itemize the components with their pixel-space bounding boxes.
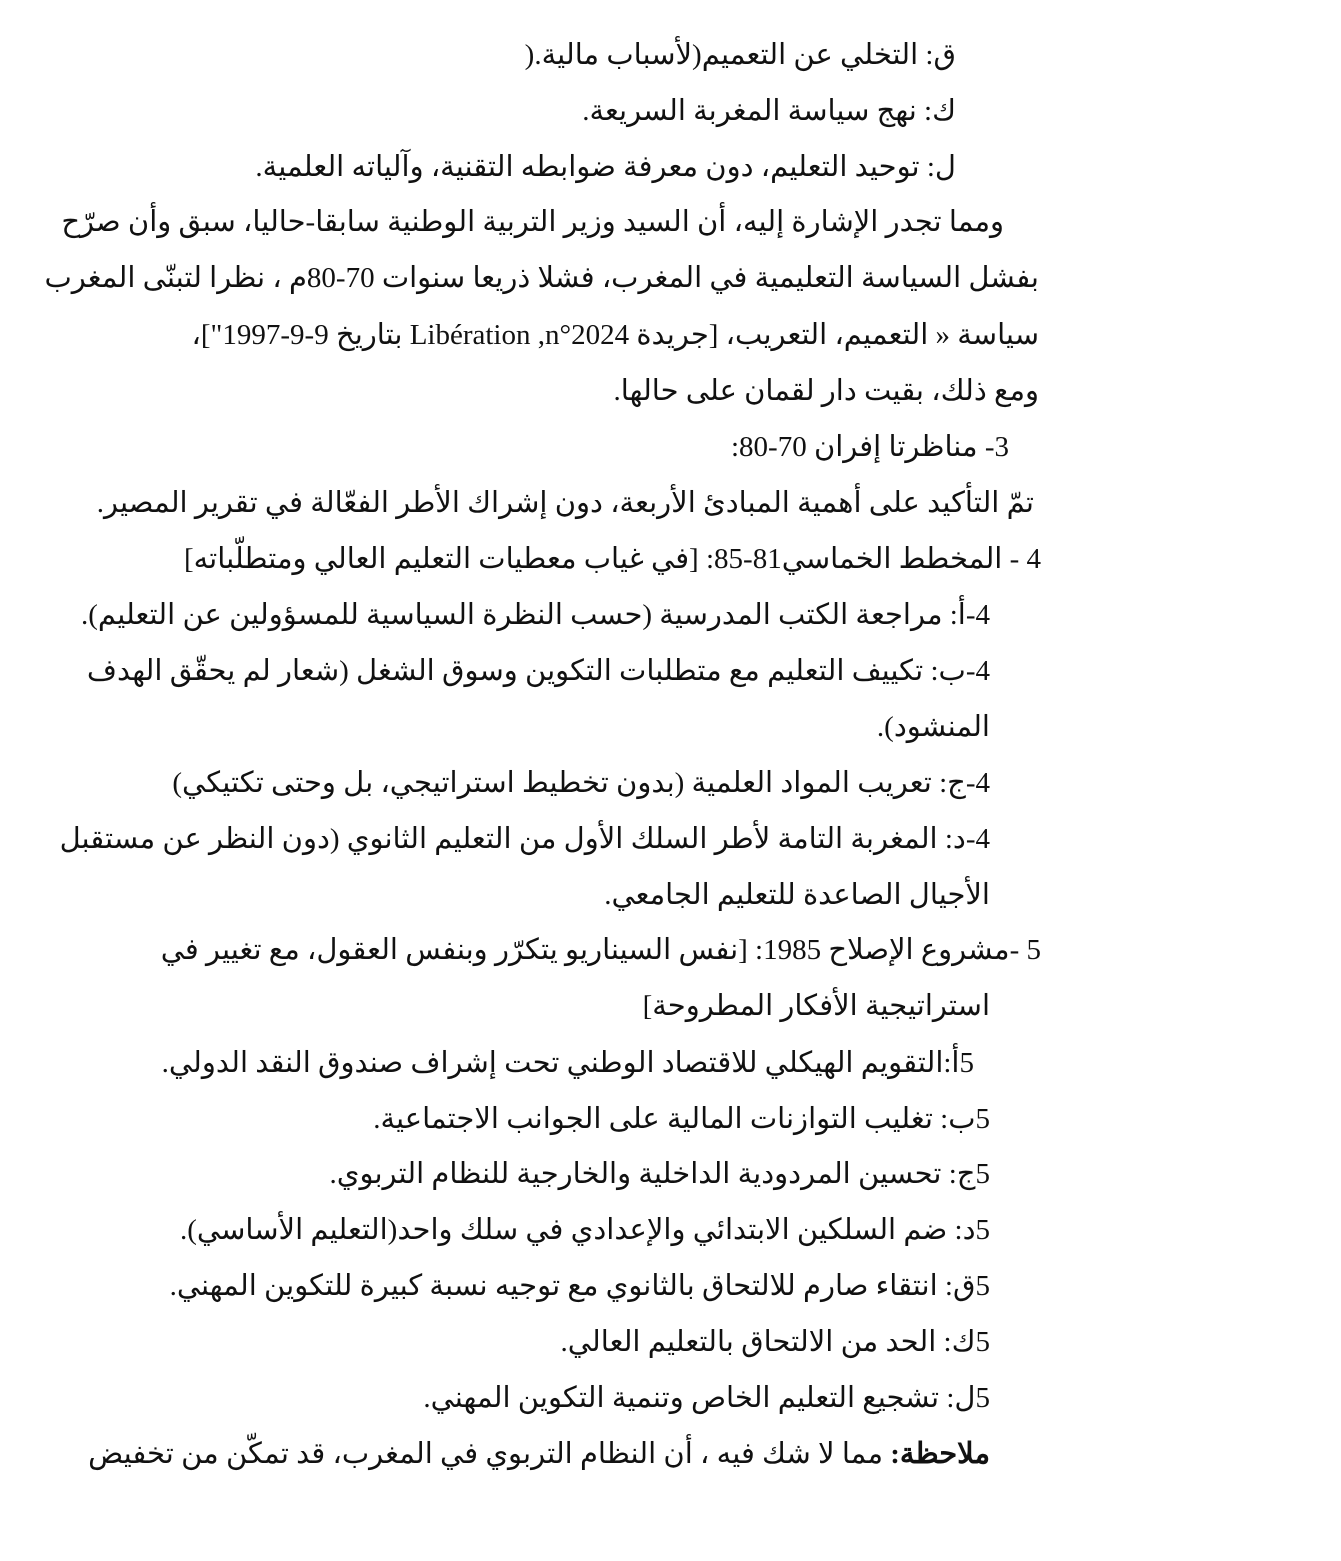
- list-item-4b: 4-ب: تكييف التعليم مع متطلبات التكوين وسوق الشغل (شعار لم يحقّق الهدف: [86, 655, 990, 687]
- section-heading-5: 5 -مشروع الإصلاح 1985: [نفس السيناريو يتكرّر وبنفس العقول، مع تغيير في: [160, 934, 1041, 966]
- list-item-5c: 5ج: تحسين المردودية الداخلية والخارجية للنظام التربوي.: [329, 1158, 990, 1190]
- list-item-4a: 4-أ: مراجعة الكتب المدرسية (حسب النظرة السياسية للمسؤولين عن التعليم).: [81, 599, 990, 631]
- paragraph-line: تمّ التأكيد على أهمية المبادئ الأربعة، دون إشراك الأطر الفعّالة في تقرير المصير.: [96, 487, 1034, 519]
- list-item-lam: ل: توحيد التعليم، دون معرفة ضوابطه التقنية، وآلياته العلمية.: [255, 151, 956, 183]
- list-item-5a: 5أ:التقويم الهيكلي للاقتصاد الوطني تحت إشراف صندوق النقد الدولي.: [161, 1047, 974, 1079]
- note-text: مما لا شك فيه ، أن النظام التربوي في المغرب، قد تمكّن من تخفيض: [88, 1438, 891, 1470]
- note-label: ملاحظة:: [890, 1438, 990, 1470]
- paragraph-line: سياسة « التعميم، التعريب، [جريدة Libération ,n°2024 بتاريخ 9-9-1997"]،: [191, 319, 1039, 351]
- list-item-kaf: ك: نهج سياسة المغربة السريعة.: [582, 95, 956, 127]
- list-item-4d-cont: الأجيال الصاعدة للتعليم الجامعي.: [604, 879, 990, 911]
- paragraph-line: بفشل السياسة التعليمية في المغرب، فشلا ذريعا سنوات 70-80م ، نظرا لتبنّى المغرب: [44, 262, 1039, 294]
- section-heading-5-cont: استراتيجية الأفكار المطروحة]: [642, 990, 990, 1022]
- paragraph-line: ومع ذلك، بقيت دار لقمان على حالها.: [613, 375, 1039, 407]
- list-item-4b-cont: المنشود).: [876, 711, 990, 743]
- paragraph-line: ومما تجدر الإشارة إليه، أن السيد وزير التربية الوطنية سابقا-حاليا، سبق وأن صرّح: [61, 206, 1004, 238]
- list-item-qaf: ق: التخلي عن التعميم(لأسباب مالية.(: [524, 39, 956, 71]
- note-line: [88, 1432, 990, 1476]
- section-heading-3: 3- مناظرتا إفران 70-80:: [730, 431, 1009, 463]
- list-item-5k: 5ك: الحد من الالتحاق بالتعليم العالي.: [560, 1326, 990, 1358]
- list-item-5l: 5ل: تشجيع التعليم الخاص وتنمية التكوين المهني.: [423, 1382, 990, 1414]
- list-item-4c: 4-ج: تعريب المواد العلمية (بدون تخطيط استراتيجي، بل وحتى تكتيكي): [172, 767, 990, 799]
- list-item-5d: 5د: ضم السلكين الابتدائي والإعدادي في سلك واحد(التعليم الأساسي).: [180, 1214, 990, 1246]
- list-item-5q: 5ق: انتقاء صارم للالتحاق بالثانوي مع توجيه نسبة كبيرة للتكوين المهني.: [169, 1270, 990, 1302]
- list-item-5b: 5ب: تغليب التوازنات المالية على الجوانب الاجتماعية.: [373, 1103, 990, 1135]
- section-heading-4: 4 - المخطط الخماسي81-85: [في غياب معطيات التعليم العالي ومتطلّباته]: [183, 543, 1041, 575]
- list-item-4d: 4-د: المغربة التامة لأطر السلك الأول من التعليم الثانوي (دون النظر عن مستقبل: [59, 823, 990, 855]
